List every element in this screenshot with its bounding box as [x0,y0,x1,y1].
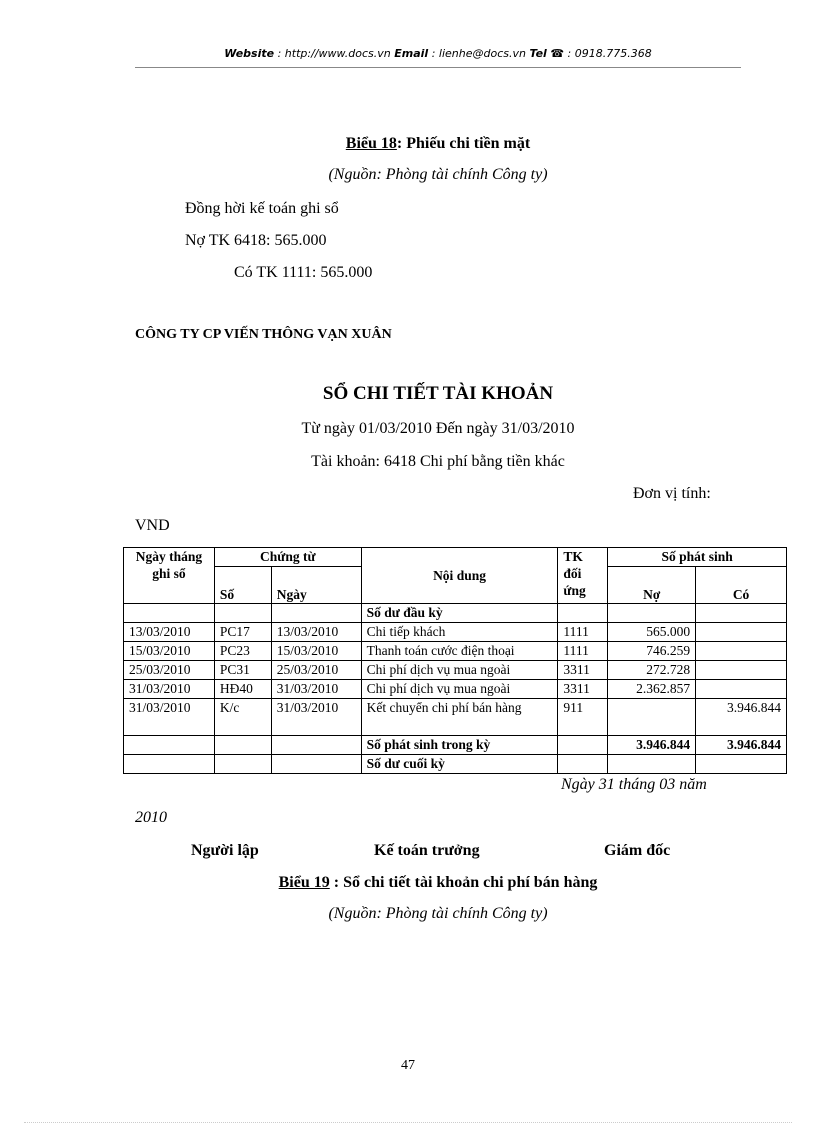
header-voucher-no: Số [214,567,271,604]
phone-icon: ☎ [550,47,565,60]
row-date: 31/03/2010 [124,699,215,736]
signature-preparer: Người lập [191,842,259,859]
table-row [124,699,787,736]
row-date: 31/03/2010 [124,680,215,699]
row-date: 15/03/2010 [124,642,215,661]
row-content: Chi phí dịch vụ mua ngoài [361,661,558,680]
figure-19-label: Biểu 19 [278,874,330,891]
figure-18-source: (Nguồn: Phòng tài chính Công ty) [328,166,548,183]
row-voucher-no: PC17 [214,623,271,642]
opening-row [124,604,787,623]
table-row [124,642,787,661]
header-row [124,548,787,567]
figure-19-title: : Sổ chi tiết tài khoản chi phí bán hàng [329,874,598,891]
row-date: 25/03/2010 [124,661,215,680]
row-date: 13/03/2010 [124,623,215,642]
row-credit [696,661,787,680]
ledger-table [123,547,787,774]
row-debit: 746.259 [608,642,696,661]
header-date: Ngày tháng ghi sổ [124,548,215,604]
ledger-period: Từ ngày 01/03/2010 Đến ngày 31/03/2010 [301,420,575,437]
table-row [124,661,787,680]
total-row [124,736,787,755]
row-voucher-date: 13/03/2010 [271,623,361,642]
row-tk: 3311 [558,661,608,680]
header-credit: Có [696,567,787,604]
email-address[interactable]: : lienhe@docs.vn [428,47,530,60]
page-header [135,47,741,60]
row-voucher-no: K/c [214,699,271,736]
ledger-title: SỔ CHI TIẾT TÀI KHOẢN [322,383,554,404]
journal-line-2: Nợ TK 6418: 565.000 [185,232,327,249]
header-content: Nội dung [361,548,558,604]
signature-director: Giám đốc [604,842,671,859]
row-tk: 1111 [558,642,608,661]
header-arising: Số phát sinh [608,548,787,567]
ledger-account: Tài khoản: 6418 Chi phí bằng tiền khác [311,453,565,470]
unit-value: VND [135,517,170,534]
row-credit: 3.946.844 [696,699,787,736]
journal-line-1: Đồng hời kế toán ghi sổ [185,200,339,217]
closing-row [124,755,787,774]
tel-number: : 0918.775.368 [564,47,652,60]
row-content: Thanh toán cước điện thoại [361,642,558,661]
figure-19-caption [135,874,741,892]
email-label: Email [394,47,429,60]
website-label: Website [224,47,275,60]
journal-line-3: Có TK 1111: 565.000 [234,264,373,281]
closing-label: Số dư cuối kỳ [361,755,558,774]
date-line-2: 2010 [135,809,167,826]
header-voucher-date: Ngày [271,567,361,604]
signature-chief-accountant: Kế toán trưởng [374,842,480,859]
row-voucher-date: 31/03/2010 [271,680,361,699]
table-row [124,623,787,642]
row-credit [696,680,787,699]
header-tk: TK đối ứng [558,548,608,604]
row-voucher-no: HĐ40 [214,680,271,699]
row-credit [696,642,787,661]
row-debit: 272.728 [608,661,696,680]
row-content: Chi tiếp khách [361,623,558,642]
row-content: Chi phí dịch vụ mua ngoài [361,680,558,699]
figure-18-caption [135,135,741,153]
row-content: Kết chuyển chi phí bán hàng [361,699,558,736]
row-voucher-no: PC23 [214,642,271,661]
row-credit [696,623,787,642]
opening-label: Số dư đầu kỳ [361,604,558,623]
row-voucher-date: 25/03/2010 [271,661,361,680]
header-debit: Nợ [608,567,696,604]
company-name: CÔNG TY CP VIẾN THÔNG VẠN XUÂN [135,327,392,342]
row-tk: 1111 [558,623,608,642]
page-number: 47 [401,1058,415,1073]
header-divider [135,67,741,68]
unit-label: Đơn vị tính: [633,485,711,502]
total-debit: 3.946.844 [608,736,696,755]
date-line-1: Ngày 31 tháng 03 năm [561,776,707,793]
row-tk: 3311 [558,680,608,699]
website-url[interactable]: : http://www.docs.vn [274,47,395,60]
figure-19-source: (Nguồn: Phòng tài chính Công ty) [328,905,548,922]
table-row [124,680,787,699]
row-tk: 911 [558,699,608,736]
total-credit: 3.946.844 [696,736,787,755]
row-debit [608,699,696,736]
row-voucher-no: PC31 [214,661,271,680]
row-debit: 565.000 [608,623,696,642]
figure-18-title: : Phiếu chi tiền mặt [396,135,531,152]
row-voucher-date: 15/03/2010 [271,642,361,661]
row-debit: 2.362.857 [608,680,696,699]
row-voucher-date: 31/03/2010 [271,699,361,736]
figure-18-label: Biểu 18 [345,135,397,152]
tel-label: Tel [529,47,547,60]
header-voucher: Chứng từ [214,548,361,567]
total-label: Số phát sinh trong kỳ [361,736,558,755]
